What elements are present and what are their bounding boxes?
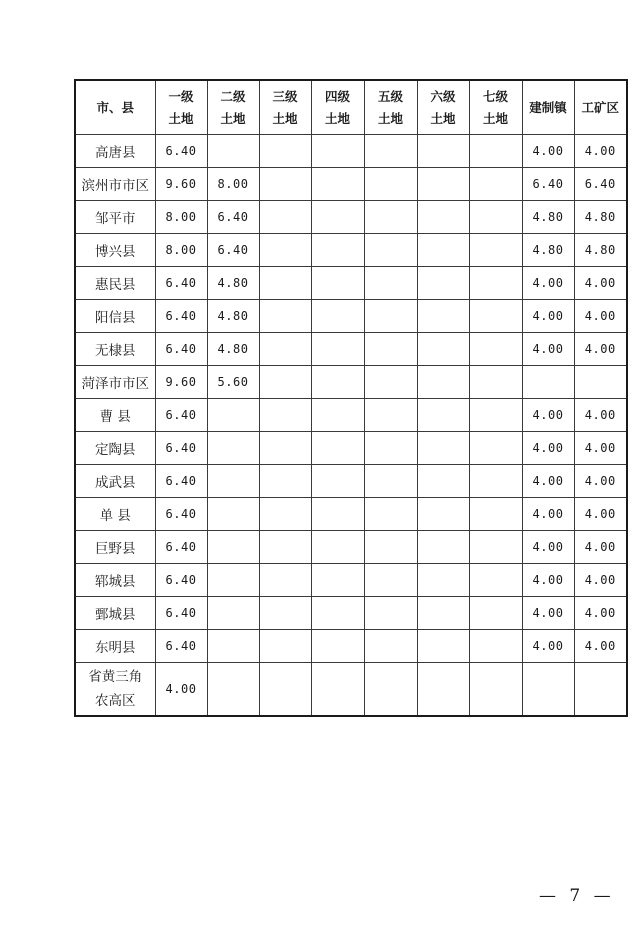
value-cell: 6.40 — [207, 201, 259, 234]
value-cell: 4.00 — [574, 267, 627, 300]
value-cell — [364, 366, 417, 399]
table-body — [75, 135, 627, 717]
value-cell — [364, 465, 417, 498]
value-cell — [417, 432, 469, 465]
value-cell — [574, 366, 627, 399]
value-cell — [259, 366, 311, 399]
table-row — [75, 564, 627, 597]
value-cell: 6.40 — [155, 630, 207, 663]
value-cell — [311, 399, 364, 432]
value-cell: 6.40 — [155, 399, 207, 432]
value-cell — [259, 432, 311, 465]
region-name-cell: 菏泽市市区 — [75, 366, 155, 399]
value-cell: 4.80 — [207, 267, 259, 300]
value-cell — [469, 630, 522, 663]
value-cell — [469, 564, 522, 597]
value-cell — [469, 465, 522, 498]
value-cell: 4.80 — [574, 234, 627, 267]
value-cell — [574, 663, 627, 717]
value-cell: 4.00 — [574, 432, 627, 465]
value-cell: 4.00 — [574, 333, 627, 366]
page-number: — 7 — — [539, 886, 615, 906]
region-name-cell: 单 县 — [75, 498, 155, 531]
value-cell — [207, 465, 259, 498]
value-cell — [311, 597, 364, 630]
value-cell: 4.00 — [574, 597, 627, 630]
header-level4: 四级 土地 — [311, 80, 364, 135]
value-cell — [417, 135, 469, 168]
value-cell: 4.00 — [574, 498, 627, 531]
value-cell — [469, 135, 522, 168]
value-cell — [469, 498, 522, 531]
value-cell — [207, 564, 259, 597]
table-row — [75, 465, 627, 498]
value-cell: 6.40 — [155, 498, 207, 531]
value-cell — [311, 564, 364, 597]
value-cell: 9.60 — [155, 168, 207, 201]
value-cell — [207, 531, 259, 564]
value-cell — [364, 333, 417, 366]
value-cell — [207, 432, 259, 465]
value-cell — [207, 135, 259, 168]
value-cell — [417, 300, 469, 333]
region-name-cell: 邹平市 — [75, 201, 155, 234]
value-cell — [469, 234, 522, 267]
value-cell — [207, 498, 259, 531]
region-name-cell: 惠民县 — [75, 267, 155, 300]
value-cell: 4.00 — [574, 531, 627, 564]
value-cell — [417, 564, 469, 597]
value-cell: 6.40 — [155, 564, 207, 597]
value-cell — [259, 597, 311, 630]
value-cell — [469, 267, 522, 300]
table-row — [75, 498, 627, 531]
value-cell — [417, 333, 469, 366]
region-name-cell: 郓城县 — [75, 564, 155, 597]
region-name-cell: 省黄三角 农高区 — [75, 663, 155, 717]
header-level5: 五级 土地 — [364, 80, 417, 135]
value-cell — [259, 267, 311, 300]
value-cell: 4.00 — [522, 333, 574, 366]
value-cell — [311, 333, 364, 366]
table-row — [75, 663, 627, 717]
region-name-cell: 阳信县 — [75, 300, 155, 333]
value-cell: 6.40 — [155, 597, 207, 630]
table-row — [75, 168, 627, 201]
value-cell: 4.00 — [574, 300, 627, 333]
value-cell — [311, 135, 364, 168]
region-name-cell: 高唐县 — [75, 135, 155, 168]
value-cell — [259, 531, 311, 564]
value-cell — [417, 498, 469, 531]
value-cell — [259, 168, 311, 201]
value-cell — [259, 498, 311, 531]
value-cell — [469, 168, 522, 201]
value-cell — [364, 168, 417, 201]
header-region: 市、县 — [75, 80, 155, 135]
value-cell — [259, 201, 311, 234]
value-cell — [207, 597, 259, 630]
value-cell — [259, 300, 311, 333]
value-cell: 4.00 — [574, 465, 627, 498]
value-cell: 4.00 — [522, 630, 574, 663]
value-cell — [522, 366, 574, 399]
table-row — [75, 597, 627, 630]
value-cell — [207, 663, 259, 717]
value-cell: 8.00 — [155, 201, 207, 234]
value-cell — [259, 465, 311, 498]
value-cell — [469, 531, 522, 564]
value-cell — [207, 399, 259, 432]
value-cell: 4.00 — [522, 564, 574, 597]
value-cell — [469, 597, 522, 630]
value-cell — [311, 366, 364, 399]
value-cell — [417, 234, 469, 267]
value-cell — [417, 531, 469, 564]
value-cell: 4.00 — [522, 465, 574, 498]
value-cell — [364, 564, 417, 597]
table-row — [75, 630, 627, 663]
value-cell: 4.00 — [522, 498, 574, 531]
value-cell — [469, 201, 522, 234]
value-cell — [417, 267, 469, 300]
table-header-row — [75, 80, 627, 135]
value-cell — [364, 597, 417, 630]
value-cell — [207, 630, 259, 663]
region-name-cell: 成武县 — [75, 465, 155, 498]
region-name-cell: 东明县 — [75, 630, 155, 663]
header-level7: 七级 土地 — [469, 80, 522, 135]
value-cell: 6.40 — [574, 168, 627, 201]
value-cell — [311, 531, 364, 564]
header-mining: 工矿区 — [574, 80, 627, 135]
value-cell: 4.00 — [522, 135, 574, 168]
value-cell — [364, 201, 417, 234]
value-cell — [364, 663, 417, 717]
value-cell — [364, 531, 417, 564]
region-name-cell: 滨州市市区 — [75, 168, 155, 201]
value-cell — [469, 333, 522, 366]
value-cell: 8.00 — [207, 168, 259, 201]
value-cell — [364, 498, 417, 531]
value-cell: 4.80 — [522, 234, 574, 267]
value-cell — [417, 630, 469, 663]
value-cell — [522, 663, 574, 717]
value-cell — [259, 333, 311, 366]
value-cell — [417, 168, 469, 201]
value-cell: 6.40 — [155, 531, 207, 564]
value-cell — [469, 663, 522, 717]
region-name-cell: 定陶县 — [75, 432, 155, 465]
value-cell: 4.00 — [522, 399, 574, 432]
header-level2: 二级 土地 — [207, 80, 259, 135]
value-cell: 6.40 — [522, 168, 574, 201]
region-name-cell: 曹 县 — [75, 399, 155, 432]
value-cell: 6.40 — [155, 333, 207, 366]
value-cell — [417, 597, 469, 630]
table-row — [75, 300, 627, 333]
value-cell — [259, 234, 311, 267]
value-cell: 4.00 — [574, 630, 627, 663]
header-level6: 六级 土地 — [417, 80, 469, 135]
table-row — [75, 135, 627, 168]
table-row — [75, 333, 627, 366]
value-cell: 6.40 — [155, 432, 207, 465]
value-cell — [364, 300, 417, 333]
value-cell — [311, 465, 364, 498]
table-row — [75, 201, 627, 234]
header-level1: 一级 土地 — [155, 80, 207, 135]
value-cell: 5.60 — [207, 366, 259, 399]
value-cell: 4.00 — [155, 663, 207, 717]
value-cell — [417, 663, 469, 717]
value-cell — [259, 135, 311, 168]
value-cell: 4.00 — [574, 399, 627, 432]
value-cell — [417, 465, 469, 498]
value-cell — [364, 267, 417, 300]
value-cell: 6.40 — [155, 465, 207, 498]
value-cell: 9.60 — [155, 366, 207, 399]
value-cell — [469, 300, 522, 333]
value-cell — [469, 366, 522, 399]
value-cell: 4.00 — [522, 432, 574, 465]
value-cell — [259, 663, 311, 717]
value-cell — [259, 564, 311, 597]
value-cell: 8.00 — [155, 234, 207, 267]
value-cell: 4.80 — [207, 333, 259, 366]
table-row — [75, 267, 627, 300]
value-cell — [311, 234, 364, 267]
value-cell — [364, 630, 417, 663]
value-cell: 6.40 — [155, 267, 207, 300]
value-cell: 4.80 — [522, 201, 574, 234]
value-cell: 6.40 — [155, 135, 207, 168]
value-cell — [417, 201, 469, 234]
value-cell: 4.00 — [522, 300, 574, 333]
value-cell: 4.00 — [522, 597, 574, 630]
value-cell — [311, 432, 364, 465]
header-level3: 三级 土地 — [259, 80, 311, 135]
region-name-cell: 博兴县 — [75, 234, 155, 267]
table-row — [75, 234, 627, 267]
value-cell: 6.40 — [207, 234, 259, 267]
value-cell: 4.00 — [522, 531, 574, 564]
value-cell — [311, 168, 364, 201]
value-cell: 4.00 — [522, 267, 574, 300]
value-cell — [311, 498, 364, 531]
value-cell: 4.00 — [574, 564, 627, 597]
value-cell — [364, 234, 417, 267]
value-cell — [469, 432, 522, 465]
table-row — [75, 531, 627, 564]
value-cell — [259, 399, 311, 432]
value-cell: 4.80 — [207, 300, 259, 333]
value-cell — [469, 399, 522, 432]
region-name-cell: 巨野县 — [75, 531, 155, 564]
region-name-cell: 鄄城县 — [75, 597, 155, 630]
value-cell — [311, 201, 364, 234]
value-cell — [417, 399, 469, 432]
value-cell — [311, 300, 364, 333]
value-cell — [364, 135, 417, 168]
table-row — [75, 399, 627, 432]
value-cell: 6.40 — [155, 300, 207, 333]
land-fee-table — [74, 79, 628, 717]
value-cell — [364, 432, 417, 465]
table-row — [75, 432, 627, 465]
value-cell — [259, 630, 311, 663]
value-cell: 4.80 — [574, 201, 627, 234]
value-cell — [311, 267, 364, 300]
value-cell: 4.00 — [574, 135, 627, 168]
table-row — [75, 366, 627, 399]
value-cell — [417, 366, 469, 399]
value-cell — [311, 663, 364, 717]
region-name-cell: 无棣县 — [75, 333, 155, 366]
header-town: 建制镇 — [522, 80, 574, 135]
value-cell — [364, 399, 417, 432]
value-cell — [311, 630, 364, 663]
